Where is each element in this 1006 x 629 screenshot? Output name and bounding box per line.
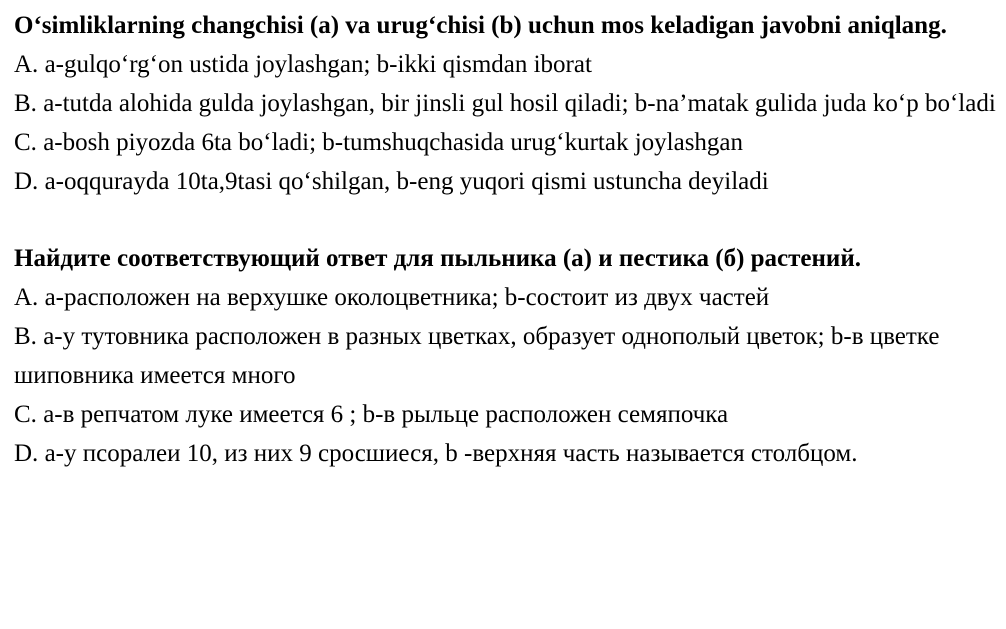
option-c [14,123,998,162]
option-text: a-oqqurayda 10ta,9tasi qo‘shilgan, b-eng yuqori qismi ustuncha deyiladi [38,168,769,195]
question-title: O‘simliklarning changchisi (a) va urug‘chisi (b) uchun mos keladigan javobni aniqlang. [14,12,947,39]
question-title: Найдите соответствующий ответ для пыльника (а) и пестика (б) растений. [14,245,861,272]
option-a [14,45,998,84]
option-d [14,162,998,201]
option-text: a-в репчатом луке имеется 6 ; b-в рыльце расположен семяпочка [36,401,729,428]
option-b [14,84,998,123]
option-text: a-у псоралеи 10, из них 9 сросшиеся, b -верхняя часть называется столбцом. [38,440,858,467]
option-letter: B. [14,323,37,350]
option-d [14,434,998,473]
option-b [14,317,998,395]
option-text: a-gulqo‘rg‘on ustida joylashgan; b-ikki qismdan iborat [38,51,592,78]
option-text: a-bosh piyozda 6ta bo‘ladi; b-tumshuqchasida urug‘kurtak joylashgan [36,129,744,156]
option-c [14,395,998,434]
option-letter: B. [14,90,37,117]
option-a [14,278,998,317]
option-text: a-расположен на верхушке околоцветника; b-состоит из двух частей [38,284,770,311]
option-letter: D. [14,168,39,195]
question-ru [14,239,998,473]
option-letter: D. [14,440,39,467]
question-uz [14,6,998,201]
document-page [14,6,998,473]
option-text: a-tutda alohida gulda joylashgan, bir jinsli gul hosil qiladi; b-na’matak gulida juda ko‘p bo‘ladi [36,90,996,117]
option-letter: A. [14,284,39,311]
option-letter: A. [14,51,39,78]
option-letter: C. [14,401,37,428]
option-text: a-у тутовника расположен в разных цветках, образует однополый цветок; b-в цветке шиповника имеется много [14,323,940,389]
option-letter: C. [14,129,37,156]
